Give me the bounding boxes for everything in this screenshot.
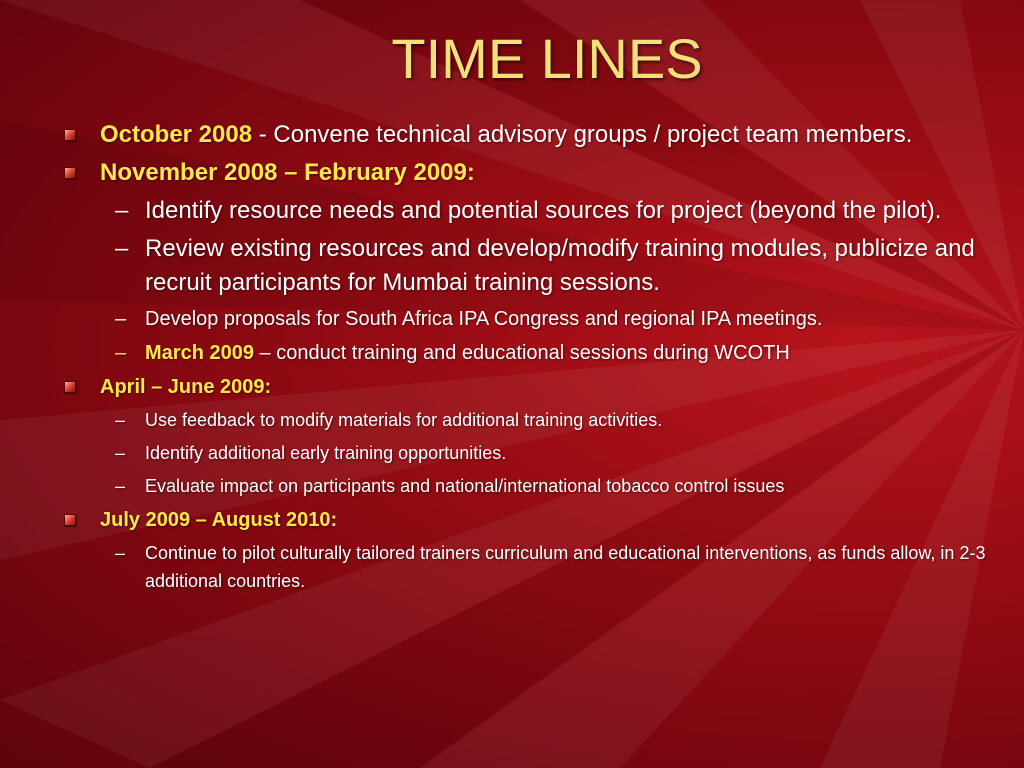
sub-item-march-2009 <box>60 338 1000 368</box>
sub-item <box>60 539 1000 595</box>
sub-item <box>60 439 1000 467</box>
sub-item-text: Use feedback to modify materials for additional training activities. <box>145 410 663 430</box>
sub-item-text: Evaluate impact on participants and national/international tobacco control issues <box>145 476 785 496</box>
dash-bullet: – <box>115 235 129 262</box>
sub-item-text: Develop proposals for South Africa IPA Congress and regional IPA meetings. <box>145 308 823 330</box>
dash-bullet: – <box>115 543 126 563</box>
dash-bullet: – <box>115 476 126 496</box>
sub-item-text: Identify additional early training opportunities. <box>145 443 507 463</box>
sub-item <box>60 194 1000 228</box>
sub-item-text: Identify resource needs and potential sources for project (beyond the pilot). <box>145 197 942 224</box>
dash-bullet: – <box>115 308 127 330</box>
item-text: - Convene technical advisory groups / project team members. <box>252 121 913 148</box>
date-label: March 2009 <box>145 342 254 364</box>
date-label: July 2009 – August 2010: <box>100 509 338 531</box>
timeline-item-october-2008 <box>60 118 1000 152</box>
sub-item-text: Continue to pilot culturally tailored trainers curriculum and educational interventions, as funds allow, in 2-3 additional countries. <box>145 543 986 591</box>
date-label: April – June 2009 <box>100 376 265 398</box>
timeline-list <box>60 118 1000 600</box>
dash-bullet: – <box>115 197 129 224</box>
timeline-item-july-2009-aug-2010 <box>60 505 1000 535</box>
square-bullet-icon <box>64 167 76 179</box>
date-suffix: : <box>264 376 272 398</box>
timeline-item-nov-2008-feb-2009 <box>60 156 1000 190</box>
sub-item <box>60 472 1000 500</box>
sub-item-text: – conduct training and educational sessions during WCOTH <box>253 342 790 364</box>
slide-title: TIME LINES <box>391 27 703 90</box>
date-suffix: : <box>466 159 475 186</box>
dash-bullet: – <box>115 443 126 463</box>
square-bullet-icon <box>64 381 76 393</box>
square-bullet-icon <box>64 129 76 141</box>
timeline-item-april-june-2009 <box>60 372 1000 402</box>
dash-bullet: – <box>115 342 127 364</box>
sub-item <box>60 406 1000 434</box>
square-bullet-icon <box>64 514 76 526</box>
date-label: October 2008 <box>100 121 253 148</box>
sub-item <box>60 304 1000 334</box>
sub-item-text: Review existing resources and develop/modify training modules, publicize and recruit participants for Mumbai training sessions. <box>145 235 975 296</box>
sub-item <box>60 232 1000 300</box>
date-label: November 2008 – February 2009 <box>100 159 467 186</box>
dash-bullet: – <box>115 410 126 430</box>
